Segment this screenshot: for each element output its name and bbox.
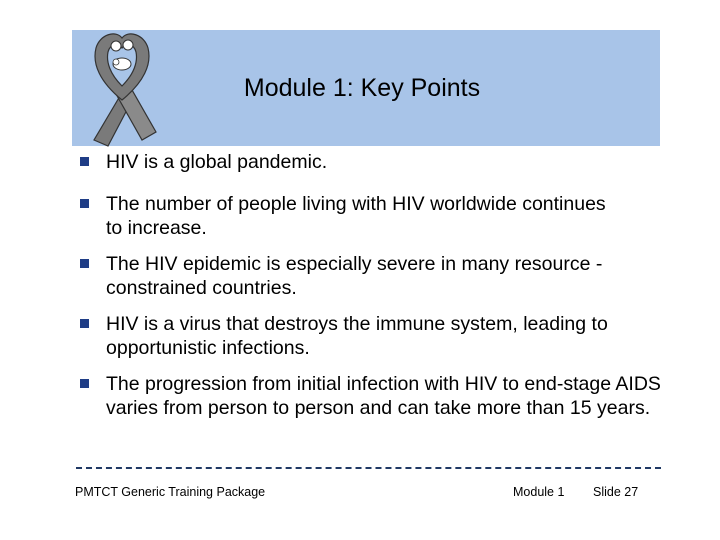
bullet-text: HIV is a global pandemic.	[106, 151, 328, 173]
bullet-item	[80, 192, 606, 240]
square-bullet-icon	[80, 157, 89, 166]
figure-head-right	[123, 40, 133, 50]
square-bullet-icon	[80, 379, 89, 388]
bullet-text: The number of people living with HIV worldwide continues to increase.	[106, 193, 606, 239]
bullet-item	[80, 372, 680, 420]
figure-baby-head	[113, 59, 119, 65]
footer-slide-number: Slide 27	[593, 485, 639, 499]
square-bullet-icon	[80, 199, 89, 208]
bullet-item	[80, 312, 680, 360]
square-bullet-icon	[80, 259, 89, 268]
slide-title: Module 1: Key Points	[243, 74, 481, 102]
footer-divider	[76, 467, 661, 469]
footer-package: PMTCT Generic Training Package	[75, 485, 266, 499]
footer-module: Module 1	[513, 485, 565, 499]
figure-head-left	[111, 41, 121, 51]
bullet-text: The progression from initial infection with HIV to end-stage AIDS varies from person to person and can take more than 15 years.	[106, 373, 661, 419]
bullet-item	[80, 252, 680, 300]
bullet-text: The HIV epidemic is especially severe in many resource -constrained countries.	[106, 253, 603, 299]
awareness-ribbon-icon	[82, 28, 162, 150]
bullet-text: HIV is a virus that destroys the immune system, leading to opportunistic infections.	[106, 313, 608, 359]
square-bullet-icon	[80, 319, 89, 328]
bullet-item	[80, 150, 680, 174]
